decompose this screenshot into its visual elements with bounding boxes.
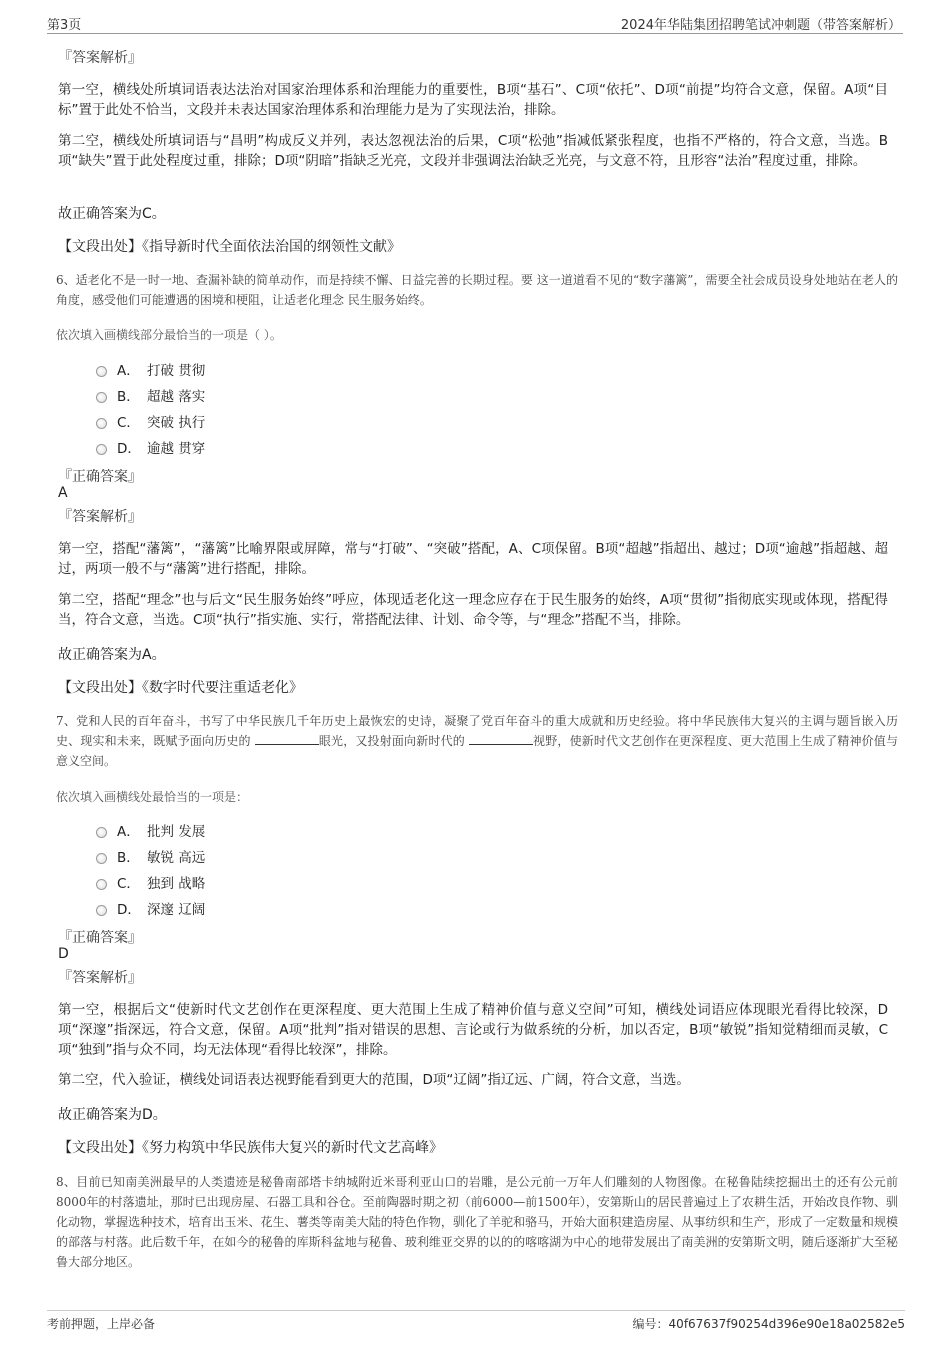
- document-id: 编号：40f67637f90254d396e90e18a02582e5: [632, 1317, 905, 1331]
- source-citation: 【文段出处】《指导新时代全面依法治国的纲领性文献》: [58, 239, 401, 255]
- blank-line: [255, 733, 319, 745]
- option-text: 批判 发展: [147, 824, 206, 840]
- analysis-label: 『答案解析』: [58, 50, 142, 66]
- option-b[interactable]: B． 超越 落实: [96, 385, 205, 405]
- analysis-paragraph: 第一空，搭配“藩篱”，“藩篱”比喻界限或屏障，常与“打破”、“突破”搭配，A、C项保留。B项“超越”指超出、越过；D项“逾越”指超越、超过，两项一般不与“藩篱”进行搭配，排除。: [58, 541, 888, 577]
- radio-icon[interactable]: [96, 879, 107, 890]
- question-text: 6、适老化不是一时一地、查漏补缺的简单动作，而是持续不懈、日益完善的长期过程。要 这一道道看不见的“数字藩篱”，需要全社会成员设身处地站在老人的角度，感受他们可能遭遇的困境和梗阻，让适老化理念 民生服务始终。: [56, 273, 898, 307]
- option-a[interactable]: A． 打破 贯彻: [96, 359, 205, 379]
- radio-icon[interactable]: [96, 853, 107, 864]
- option-b[interactable]: B． 敏锐 高远: [96, 846, 205, 866]
- radio-icon[interactable]: [96, 905, 107, 916]
- question-instruction: 依次填入画横线部分最恰当的一项是（ ）。: [56, 328, 282, 342]
- page-number: 第3页: [47, 18, 82, 33]
- document-title: 2024年华陆集团招聘笔试冲刺题（带答案解析）: [620, 18, 901, 33]
- question-text: 7、党和人民的百年奋斗，书写了中华民族几千年历史上最恢宏的史诗，凝聚了党百年奋斗的重大成就和历史经验。将中华民族伟大复兴的主调与题旨嵌入历史、现实和未来，既赋予面向历史的 眼光，又投射面向新时代的 视野，使新时代文艺创作在更深程度、更大范围上生成了精神价值与意义空间。: [56, 714, 898, 768]
- radio-icon[interactable]: [96, 392, 107, 403]
- option-c[interactable]: C． 突破 执行: [96, 411, 205, 431]
- correct-answer-label: 『正确答案』: [58, 469, 142, 485]
- analysis-paragraph: 第二空，横线处所填词语与“昌明”构成反义并列，表达忽视法治的后果，C项“松弛”指减低紧张程度，也指不严格的，符合文意，当选。B项“缺失”置于此处程度过重，排除；D项“阴暗”指缺乏光亮，文段并非强调法治缺乏光亮，与文意不符，且形容“法治”程度过重，排除。: [58, 133, 888, 169]
- option-text: 敏锐 高远: [147, 850, 206, 866]
- analysis-paragraph: 第一空，横线处所填词语表达法治对国家治理体系和治理能力的重要性，B项“基石”、C项“依托”、D项“前提”均符合文意，保留。A项“目标”置于此处不恰当，文段并未表达国家治理体系和治理能力是为了实现法治，排除。: [58, 82, 888, 118]
- radio-icon[interactable]: [96, 418, 107, 429]
- source-citation: 【文段出处】《数字时代要注重适老化》: [58, 680, 303, 696]
- option-text: 逾越 贯穿: [147, 441, 206, 457]
- page-header: [47, 12, 903, 34]
- option-c[interactable]: C． 独到 战略: [96, 872, 205, 892]
- option-text: 突破 执行: [147, 415, 206, 431]
- option-d[interactable]: D． 深邃 辽阔: [96, 898, 205, 918]
- radio-icon[interactable]: [96, 444, 107, 455]
- option-text: 打破 贯彻: [147, 363, 206, 379]
- answer-conclusion: 故正确答案为D。: [58, 1107, 167, 1123]
- option-text: 超越 落实: [147, 389, 206, 405]
- blank-line: [469, 733, 533, 745]
- question-instruction: 依次填入画横线处最恰当的一项是：: [56, 790, 249, 804]
- correct-answer-label: 『正确答案』: [58, 930, 142, 946]
- source-citation: 【文段出处】《努力构筑中华民族伟大复兴的新时代文艺高峰》: [58, 1140, 443, 1156]
- option-text: 深邃 辽阔: [147, 902, 206, 918]
- analysis-paragraph: 第二空，搭配“理念”也与后文“民生服务始终”呼应，体现适老化这一理念应存在于民生服务的始终，A项“贯彻”指彻底实现或体现，搭配得当，符合文意，当选。C项“执行”指实施、实行，常搭配法律、计划、命令等，与“理念”搭配不当，排除。: [58, 592, 888, 628]
- analysis-paragraph: 第二空，代入验证，横线处词语表达视野能看到更大的范围，D项“辽阔”指辽远、广阔，符合文意，当选。: [58, 1072, 690, 1088]
- correct-answer: A: [58, 485, 68, 501]
- analysis-paragraph: 第一空，根据后文“使新时代文艺创作在更深程度、更大范围上生成了精神价值与意义空间”可知，横线处词语应体现眼光看得比较深，D项“深邃”指深远，符合文意，保留。A项“批判”指对错误的思想、言论或行为做系统的分析，加以否定，B项“敏锐”指知觉精细而灵敏，C项“独到”指与众不同，均无法体现“看得比较深”，排除。: [58, 1002, 888, 1058]
- option-a[interactable]: A． 批判 发展: [96, 820, 205, 840]
- analysis-label: 『答案解析』: [58, 509, 142, 525]
- analysis-label: 『答案解析』: [58, 970, 142, 986]
- answer-conclusion: 故正确答案为C。: [58, 206, 166, 222]
- correct-answer: D: [58, 946, 69, 962]
- radio-icon[interactable]: [96, 827, 107, 838]
- answer-conclusion: 故正确答案为A。: [58, 647, 166, 663]
- radio-icon[interactable]: [96, 366, 107, 377]
- option-d[interactable]: D． 逾越 贯穿: [96, 437, 205, 457]
- question-text: 8、目前已知南美洲最早的人类遗迹是秘鲁南部塔卡纳城附近米哥利亚山口的岩雕，是公元前一万年人们雕刻的人物图像。在秘鲁陆续挖掘出土的还有公元前8000年的村落遗址，那时已出现房屋、石器工具和谷仓。至前陶器时期之初（前6000—前1500年），安第斯山的居民普遍过上了农耕生活，开始改良作物、驯化动物，掌握选种技术，培育出玉米、花生、薯类等南美大陆的特色作物，驯化了羊驼和骆马，开始大面积建造房屋、从事纺织和生产，形成了一定数量和规模的部落与村落。此后数千年，在如今的秘鲁的库斯科盆地与秘鲁、玻利维亚交界的以的的喀喀湖为中心的地带发展出了南美洲的安第斯文明，随后逐渐扩大至秘鲁大部分地区。: [56, 1175, 898, 1269]
- footer-slogan: 考前押题，上岸必备: [47, 1317, 156, 1331]
- option-text: 独到 战略: [147, 876, 206, 892]
- page-footer: [47, 1310, 905, 1334]
